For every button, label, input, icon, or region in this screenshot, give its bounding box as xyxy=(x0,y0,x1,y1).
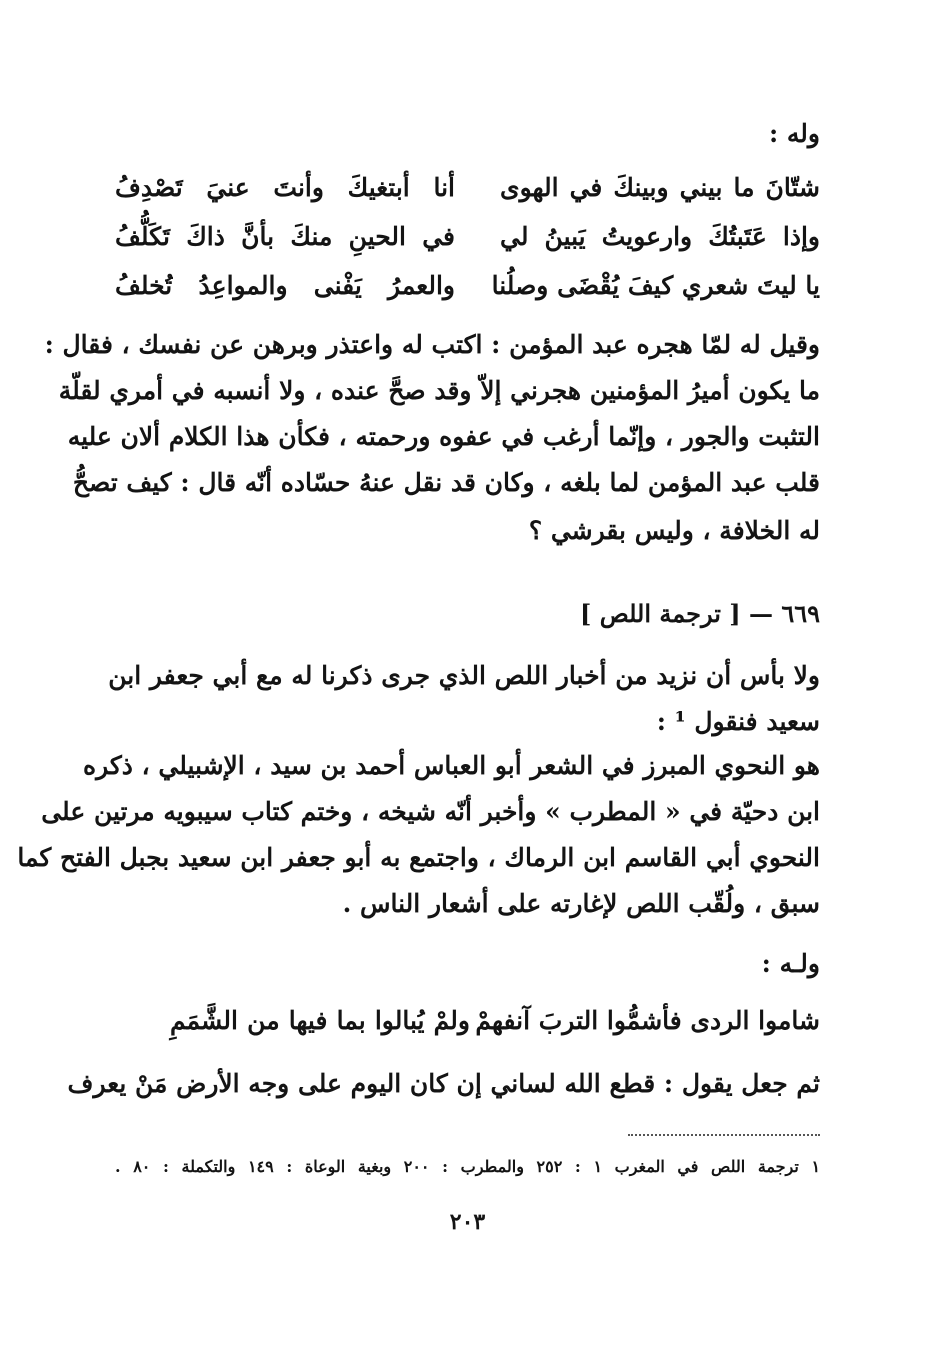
footnote: ١ ترجمة اللص في المغرب ١ : ٢٥٢ والمطرب : ٢٠٠ وبغية الوعاة : ١٤٩ والتكملة : ٨٠ . xyxy=(115,1157,821,1176)
text-line: ولا بأس أن نزيد من أخبار اللص الذي جرى ذكرنا له مع أبي جعفر ابن xyxy=(108,661,820,690)
verse-hemistich-first: شتّانَ ما بيني وبينكَ في الهوى xyxy=(500,173,820,202)
footnote-divider xyxy=(628,1134,820,1136)
text-line: هو النحوي المبرز في الشعر أبو العباس أحمد بن سيد ، الإشبيلي ، ذكره xyxy=(82,751,820,780)
verse-intro-label: وله : xyxy=(768,119,820,148)
text-line: سعيد فنقول ¹ : xyxy=(656,707,820,736)
verse-hemistich-second: في الحينِ منكَ بأنَّ ذاكَ تَكَلُّفُ xyxy=(115,222,455,251)
text-line: سبق ، ولُقّب اللص لإغارته على أشعار الناس . xyxy=(342,889,820,918)
verse-hemistich-second: أنا أبتغيكَ وأنتَ عنيَ تَصْدِفُ xyxy=(115,173,455,202)
section-heading: ٦٦٩ — [ ترجمة اللص ] xyxy=(580,599,820,628)
text-line: ثم جعل يقول : قطع الله لساني إن كان اليوم على وجه الأرض مَنْ يعرف xyxy=(67,1069,820,1098)
verse-line xyxy=(115,268,820,308)
verse-hemistich-first: وإذا عَتَبتُكَ وارعويتُ يَبينُ لي xyxy=(500,222,820,251)
verse-hemistich-first: يا ليتَ شعري كيفَ يُقْضَى وصلُنا xyxy=(491,271,820,300)
verse-hemistich-second: ولمْ يُبالوا بما فيها من الشَّمَمِ xyxy=(170,1006,470,1035)
text-line: ما يكون أميرُ المؤمنين هجرني إلاّ وقد صحَّ عنده ، ولا أنسبه في أمري لقلّة xyxy=(58,376,820,405)
text-line: ابن دحيّة في « المطرب » وأخبر أنّه شيخه ، وختم كتاب سيبويه مرتين على xyxy=(41,797,820,826)
text-line: له الخلافة ، وليس بقرشي ؟ xyxy=(528,516,820,545)
verse-line xyxy=(115,1003,820,1043)
text-line: التثبت والجور ، وإنّما أرغب في عفوه ورحمته ، فكأن هذا الكلام ألان عليه xyxy=(67,422,820,451)
verse-line xyxy=(115,170,820,210)
page-number: ٢٠٣ xyxy=(449,1209,486,1235)
text-line: قلب عبد المؤمن لما بلغه ، وكان قد نقل عنهُ حسّاده أنّه قال : كيف تصحُّ xyxy=(72,468,820,497)
verse-intro-label: ولـه : xyxy=(761,949,820,978)
verse-hemistich-second: والعمرُ يَفْنى والمواعِدُ تُخلفُ xyxy=(115,271,455,300)
text-line: النحوي أبي القاسم ابن الرماك ، واجتمع به أبو جعفر ابن سعيد بجبل الفتح كما xyxy=(17,843,820,872)
verse-hemistich-first: شاموا الردى فأشمُّوا التربَ آنفهمْ xyxy=(475,1006,820,1035)
verse-line xyxy=(115,219,820,259)
text-line: وقيل له لمّا هجره عبد المؤمن : اكتب له واعتذر وبرهن عن نفسك ، فقال : xyxy=(44,330,820,359)
